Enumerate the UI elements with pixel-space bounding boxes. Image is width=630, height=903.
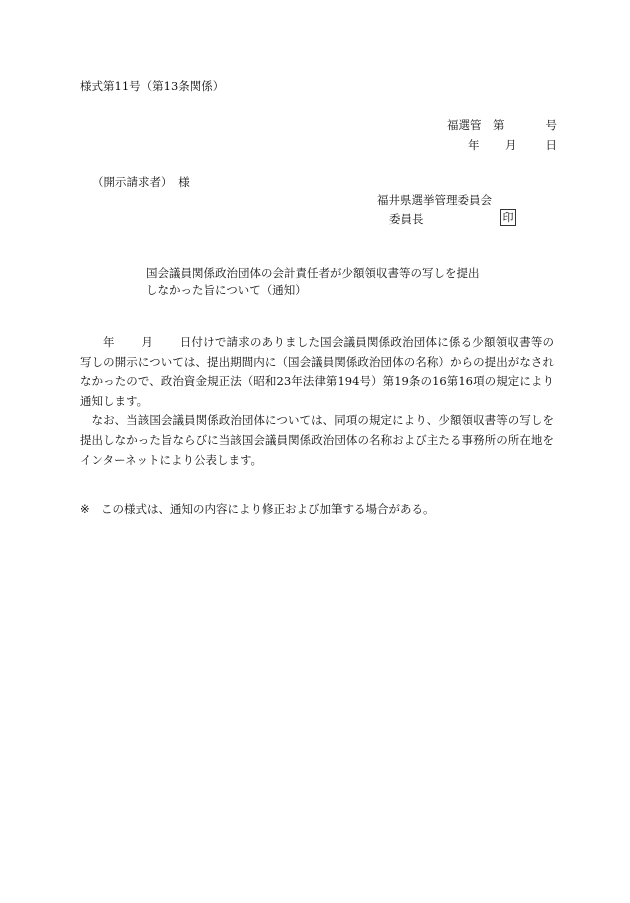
addressee: （開示請求者） 様 [92,175,190,189]
body-text [80,333,554,470]
form-number: 様式第11号（第13条関係） [80,79,225,93]
body-paragraph-1-text: 日付けで請求のありました国会議員関係政治団体に係る少額領収書等の写しの開示については、提出期間内に（国会議員関係政治団体の名称）からの提出がなされなかったので、政治資金規正法（昭和23年法律第194号）第19条の16第16項の規定により通知します。 [80,335,555,408]
body-paragraph-2: なお、当該国会議員関係政治団体については、同項の規定により、少額領収書等の写しを提出しなかった旨ならびに当該国会議員関係政治団体の名称および主たる事務所の所在地をインターネットにより公表します。 [80,413,554,467]
reference-dai: 第 [493,118,505,132]
date-year: 年 [468,138,480,152]
body-paragraph-1 [80,333,554,411]
date-month: 月 [505,138,517,152]
issuer-name: 福井県選挙管理委員会 [377,193,492,207]
date-day: 日 [545,138,557,152]
subject-line-1: 国会議員関係政治団体の会計責任者が少額領収書等の写しを提出 [146,266,480,280]
footnote [80,501,435,517]
subject [146,265,480,299]
note-text: この様式は、通知の内容により修正および加筆する場合がある。 [101,502,435,516]
reference-prefix: 福選管 [447,118,482,132]
body-month: 月 [141,335,154,349]
subject-line-2: しなかった旨について（通知） [146,283,307,297]
body-year: 年 [103,335,115,349]
issuer-title: 委員長 [389,212,424,226]
seal-stamp-box: 印 [500,209,516,226]
note-mark: ※ [80,502,90,516]
reference-go: 号 [545,118,557,132]
